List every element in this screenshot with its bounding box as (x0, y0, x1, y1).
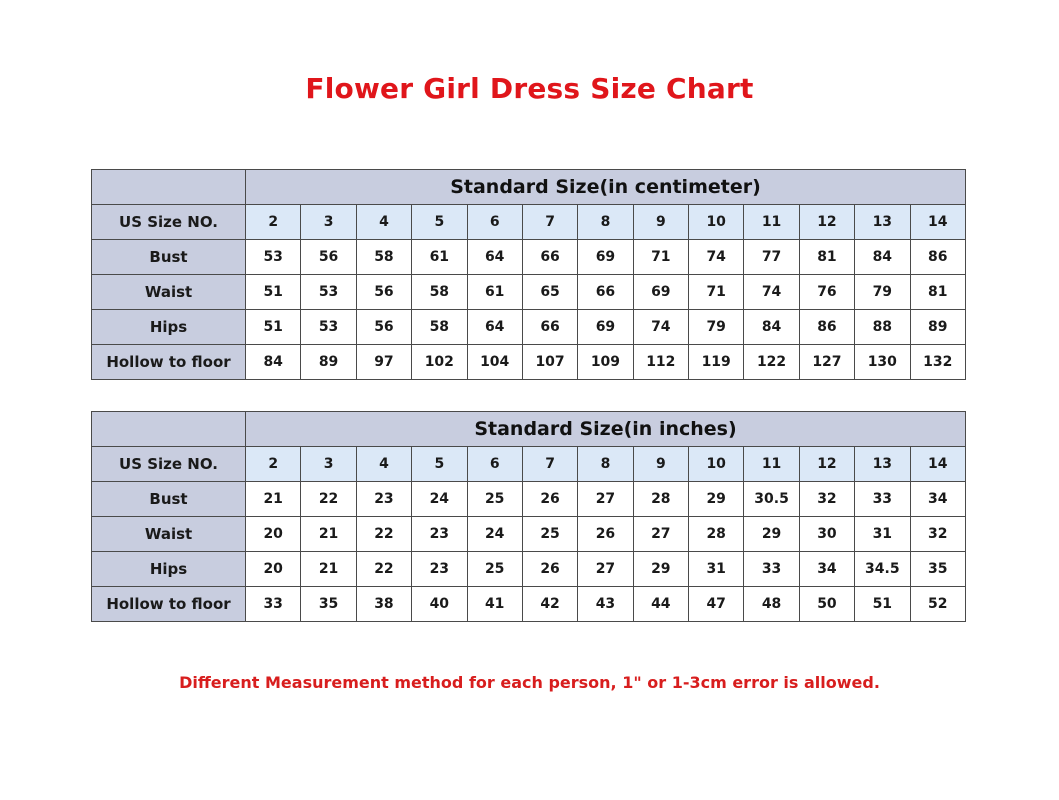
row-label: US Size NO. (92, 447, 246, 482)
table-cell: 56 (356, 275, 411, 310)
table-row (92, 310, 966, 345)
table-cell: 130 (855, 345, 910, 380)
size-table-centimeter (91, 169, 966, 380)
table-cell: 76 (799, 275, 854, 310)
table-row (92, 552, 966, 587)
table-cell: 22 (356, 552, 411, 587)
table-cell: 127 (799, 345, 854, 380)
row-label: Hips (92, 552, 246, 587)
table-cell: 58 (412, 310, 467, 345)
page-title: Flower Girl Dress Size Chart (305, 72, 754, 105)
table-cell: 119 (689, 345, 744, 380)
table-cell: 66 (522, 240, 577, 275)
table-cell: 81 (799, 240, 854, 275)
table-cell: 6 (467, 447, 522, 482)
table-cell: 41 (467, 587, 522, 622)
table-cell: 30.5 (744, 482, 799, 517)
table-cell: 40 (412, 587, 467, 622)
table-cell: 74 (744, 275, 799, 310)
table-cell: 84 (744, 310, 799, 345)
table-cell: 33 (744, 552, 799, 587)
table-cell: 81 (910, 275, 966, 310)
table-cell: 20 (246, 517, 301, 552)
table-cell: 31 (855, 517, 910, 552)
table-cell: 11 (744, 205, 799, 240)
table-cell: 35 (301, 587, 356, 622)
table-cell: 29 (689, 482, 744, 517)
table-cell: 112 (633, 345, 688, 380)
table-cell: 48 (744, 587, 799, 622)
table-row (92, 587, 966, 622)
table-cell: 89 (910, 310, 966, 345)
table-cell: 77 (744, 240, 799, 275)
row-label: Hollow to floor (92, 587, 246, 622)
table-row (92, 275, 966, 310)
table-cell: 22 (301, 482, 356, 517)
row-label: Bust (92, 240, 246, 275)
table-cell: 4 (356, 447, 411, 482)
table-cell: 25 (467, 552, 522, 587)
row-label: Waist (92, 517, 246, 552)
table-cell: 64 (467, 310, 522, 345)
table-cell: 58 (356, 240, 411, 275)
table-cell: 66 (522, 310, 577, 345)
table-cell: 84 (855, 240, 910, 275)
table-cell: 56 (356, 310, 411, 345)
table-cell: 33 (246, 587, 301, 622)
table-heading: Standard Size(in inches) (246, 412, 966, 447)
table-cell: 7 (522, 205, 577, 240)
table-cell: 5 (412, 447, 467, 482)
table-row (92, 447, 966, 482)
table-cell: 25 (522, 517, 577, 552)
table-cell: 12 (799, 205, 854, 240)
table-cell: 14 (910, 205, 966, 240)
measurement-note: Different Measurement method for each person, 1" or 1-3cm error is allowed. (179, 673, 880, 692)
table-cell: 8 (578, 447, 633, 482)
table-cell: 28 (633, 482, 688, 517)
table-row (92, 345, 966, 380)
table-cell: 61 (412, 240, 467, 275)
table-cell: 24 (467, 517, 522, 552)
table-cell: 88 (855, 310, 910, 345)
table-cell: 44 (633, 587, 688, 622)
table-cell: 27 (578, 482, 633, 517)
table-cell: 74 (633, 310, 688, 345)
table-row (92, 240, 966, 275)
row-label: Hollow to floor (92, 345, 246, 380)
table-cell: 71 (689, 275, 744, 310)
table-cell: 51 (246, 310, 301, 345)
table-cell: 9 (633, 205, 688, 240)
table-row (92, 517, 966, 552)
table-cell: 24 (412, 482, 467, 517)
table-corner-cell (92, 412, 246, 447)
table-cell: 66 (578, 275, 633, 310)
table-cell: 89 (301, 345, 356, 380)
table-cell: 29 (744, 517, 799, 552)
table-cell: 27 (633, 517, 688, 552)
table-cell: 61 (467, 275, 522, 310)
row-label: Hips (92, 310, 246, 345)
table-cell: 20 (246, 552, 301, 587)
table-cell: 25 (467, 482, 522, 517)
table-cell: 43 (578, 587, 633, 622)
table-cell: 3 (301, 447, 356, 482)
table-cell: 23 (412, 517, 467, 552)
table-cell: 69 (578, 310, 633, 345)
table-cell: 32 (910, 517, 966, 552)
table-cell: 22 (356, 517, 411, 552)
table-cell: 47 (689, 587, 744, 622)
table-cell: 51 (855, 587, 910, 622)
table-cell: 31 (689, 552, 744, 587)
row-label: US Size NO. (92, 205, 246, 240)
table-corner-cell (92, 170, 246, 205)
row-label: Bust (92, 482, 246, 517)
table-cell: 56 (301, 240, 356, 275)
table-cell: 2 (246, 205, 301, 240)
table-row (92, 482, 966, 517)
table-cell: 2 (246, 447, 301, 482)
table-cell: 79 (855, 275, 910, 310)
table-cell: 109 (578, 345, 633, 380)
row-label: Waist (92, 275, 246, 310)
table-cell: 34 (910, 482, 966, 517)
table-cell: 21 (301, 552, 356, 587)
table-cell: 86 (799, 310, 854, 345)
table-cell: 79 (689, 310, 744, 345)
table-cell: 86 (910, 240, 966, 275)
table-cell: 71 (633, 240, 688, 275)
table-cell: 53 (246, 240, 301, 275)
table-cell: 34.5 (855, 552, 910, 587)
table-heading: Standard Size(in centimeter) (246, 170, 966, 205)
table-cell: 53 (301, 310, 356, 345)
table-cell: 102 (412, 345, 467, 380)
table-cell: 14 (910, 447, 966, 482)
table-cell: 52 (910, 587, 966, 622)
table-cell: 13 (855, 205, 910, 240)
table-cell: 58 (412, 275, 467, 310)
table-cell: 132 (910, 345, 966, 380)
table-cell: 8 (578, 205, 633, 240)
table-cell: 29 (633, 552, 688, 587)
table-cell: 107 (522, 345, 577, 380)
table-cell: 26 (522, 482, 577, 517)
table-cell: 65 (522, 275, 577, 310)
table-cell: 23 (356, 482, 411, 517)
table-cell: 11 (744, 447, 799, 482)
table-cell: 12 (799, 447, 854, 482)
table-cell: 33 (855, 482, 910, 517)
table-cell: 9 (633, 447, 688, 482)
table-cell: 34 (799, 552, 854, 587)
table-cell: 30 (799, 517, 854, 552)
table-cell: 26 (578, 517, 633, 552)
table-cell: 3 (301, 205, 356, 240)
table-header-row (92, 170, 966, 205)
table-cell: 38 (356, 587, 411, 622)
table-header-row (92, 412, 966, 447)
table-cell: 21 (246, 482, 301, 517)
table-cell: 53 (301, 275, 356, 310)
table-cell: 35 (910, 552, 966, 587)
table-cell: 28 (689, 517, 744, 552)
table-cell: 69 (578, 240, 633, 275)
table-cell: 4 (356, 205, 411, 240)
table-cell: 51 (246, 275, 301, 310)
table-cell: 10 (689, 447, 744, 482)
table-cell: 13 (855, 447, 910, 482)
table-cell: 50 (799, 587, 854, 622)
table-cell: 6 (467, 205, 522, 240)
table-cell: 69 (633, 275, 688, 310)
table-row (92, 205, 966, 240)
table-cell: 7 (522, 447, 577, 482)
table-cell: 5 (412, 205, 467, 240)
size-table-inches (91, 411, 966, 622)
table-cell: 122 (744, 345, 799, 380)
table-cell: 21 (301, 517, 356, 552)
table-cell: 74 (689, 240, 744, 275)
table-cell: 23 (412, 552, 467, 587)
table-cell: 84 (246, 345, 301, 380)
table-cell: 104 (467, 345, 522, 380)
table-cell: 64 (467, 240, 522, 275)
table-cell: 10 (689, 205, 744, 240)
table-cell: 27 (578, 552, 633, 587)
table-cell: 32 (799, 482, 854, 517)
table-cell: 42 (522, 587, 577, 622)
table-cell: 26 (522, 552, 577, 587)
table-cell: 97 (356, 345, 411, 380)
